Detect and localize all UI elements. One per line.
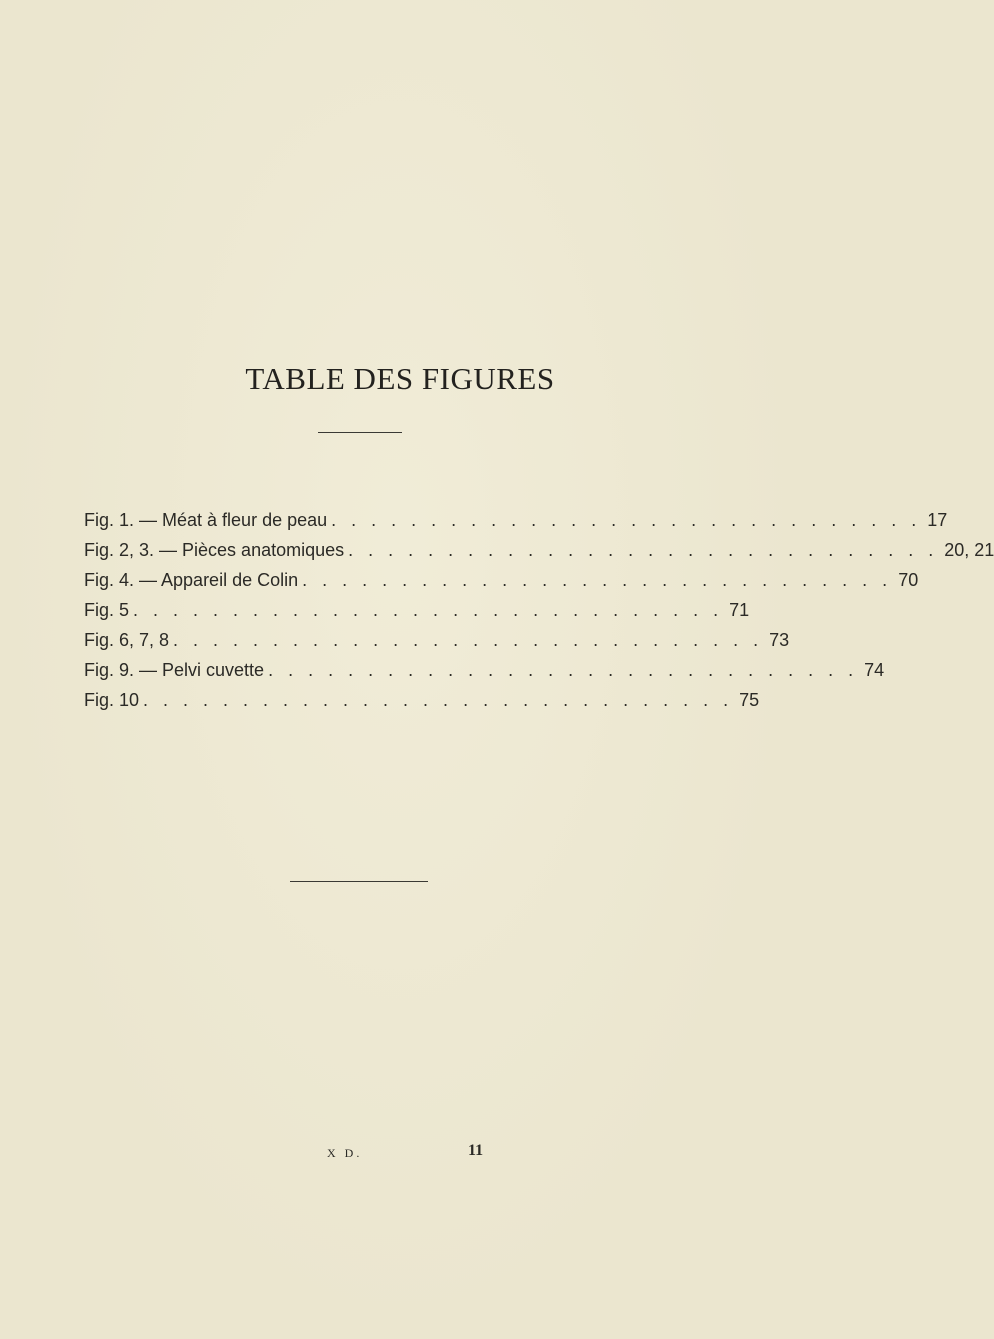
title-divider — [318, 432, 402, 433]
dot-leader: . . . . . . . . . . . . . . . . . . . . . . . . . . . . . . — [302, 570, 893, 590]
figure-label: Fig. 10 — [84, 690, 140, 710]
dot-leader: . . . . . . . . . . . . . . . . . . . . . . . . . . . . . . — [268, 660, 859, 680]
page-number: 75 — [739, 690, 760, 710]
figure-entry — [84, 565, 919, 595]
figure-list — [84, 505, 994, 715]
page-number: 74 — [864, 660, 885, 680]
dot-leader: . . . . . . . . . . . . . . . . . . . . . . . . . . . . . . — [348, 540, 939, 560]
page-title: TABLE DES FIGURES — [245, 361, 555, 396]
figure-entry — [84, 655, 885, 685]
sheet-number: 11 — [468, 1142, 484, 1159]
figure-label: Fig. 6, 7, 8 — [84, 630, 170, 650]
figure-label: Fig. 1. — Méat à fleur de peau — [84, 510, 328, 530]
signature-mark: X D. — [327, 1146, 363, 1160]
dot-leader: . . . . . . . . . . . . . . . . . . . . . . . . . . . . . . — [331, 510, 922, 530]
dot-leader: . . . . . . . . . . . . . . . . . . . . . . . . . . . . . . — [143, 690, 734, 710]
figure-label: Fig. 4. — Appareil de Colin — [84, 570, 299, 590]
page-number: 70 — [898, 570, 919, 590]
bottom-divider — [290, 881, 428, 882]
figure-label: Fig. 5 — [84, 600, 130, 620]
page-number: 71 — [729, 600, 750, 620]
page-number: 20, 21 — [944, 540, 994, 560]
figure-label: Fig. 2, 3. — Pièces anatomiques — [84, 540, 345, 560]
dot-leader: . . . . . . . . . . . . . . . . . . . . . . . . . . . . . . — [173, 630, 764, 650]
page-number: 17 — [927, 510, 948, 530]
page-number: 73 — [769, 630, 790, 650]
figure-entry — [84, 685, 760, 715]
dot-leader: . . . . . . . . . . . . . . . . . . . . . . . . . . . . . . — [133, 600, 724, 620]
figure-entry — [84, 625, 790, 655]
figure-label: Fig. 9. — Pelvi cuvette — [84, 660, 265, 680]
figure-entry — [84, 535, 994, 565]
figure-entry — [84, 595, 750, 625]
figure-entry — [84, 505, 948, 535]
